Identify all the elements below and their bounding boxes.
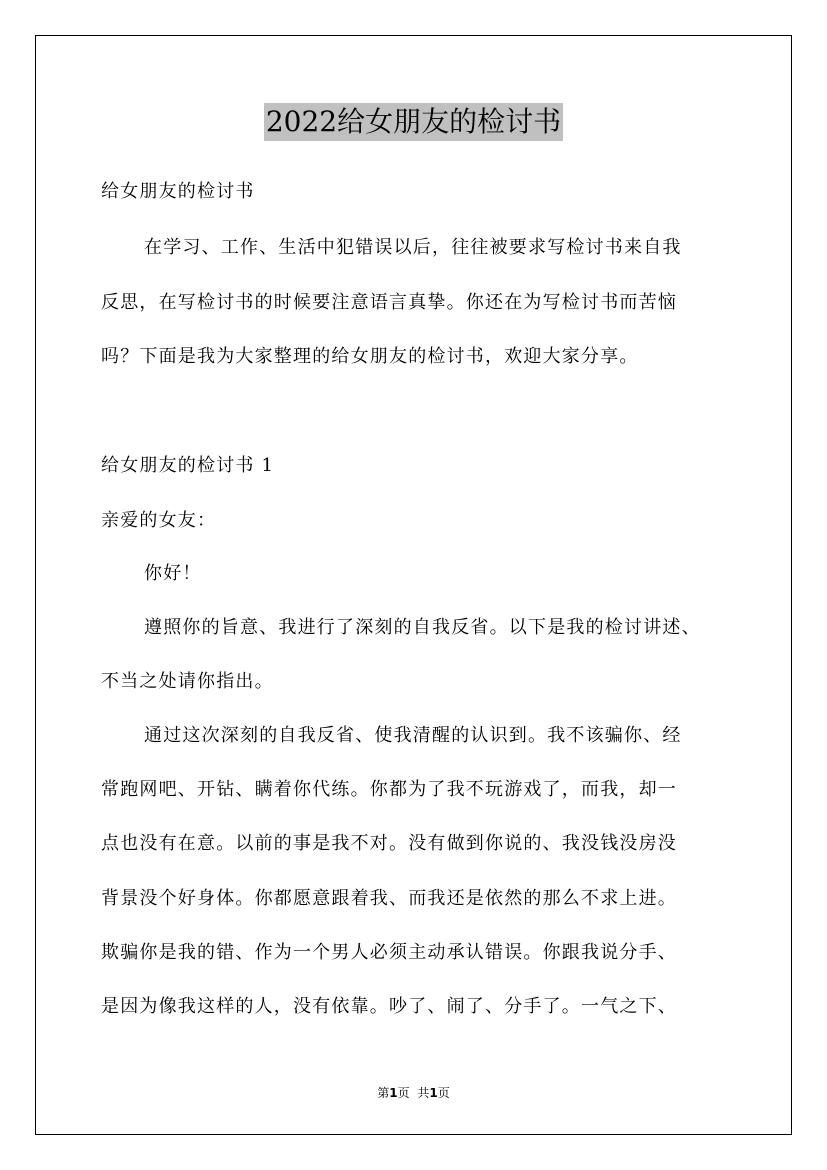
- intro-line-1: 在学习、工作、生活中犯错误以后，往往被要求写检讨书来自我: [144, 237, 682, 258]
- total-prefix: 共: [417, 1086, 430, 1100]
- document-title: 2022给女朋友的检讨书: [264, 103, 563, 141]
- page-suffix: 页: [397, 1086, 410, 1100]
- page-total: 1: [429, 1086, 438, 1100]
- body-line-8: 是因为像我这样的人，没有依靠。吵了、闹了、分手了。一气之下、: [101, 996, 677, 1017]
- title-container: [0, 103, 827, 141]
- body-line-1: 遵照你的旨意、我进行了深刻的自我反省。以下是我的检讨讲述、: [144, 617, 701, 638]
- intro-line-3: 吗？下面是我为大家整理的给女朋友的检讨书，欢迎大家分享。: [101, 346, 639, 367]
- page-footer: [0, 1085, 827, 1101]
- body-line-4: 常跑网吧、开钻、瞒着你代练。你都为了我不玩游戏了，而我，却一: [101, 779, 677, 800]
- body-line-2: 不当之处请你指出。: [101, 671, 274, 692]
- body-line-7: 欺骗你是我的错、作为一个男人必须主动承认错误。你跟我说分手、: [101, 942, 677, 963]
- greeting: 你好！: [144, 563, 202, 584]
- salutation: 亲爱的女友：: [101, 510, 217, 531]
- body-line-5: 点也没有在意。以前的事是我不对。没有做到你说的、我没钱没房没: [101, 833, 677, 854]
- page-current: 1: [389, 1086, 398, 1100]
- page-prefix: 第: [377, 1086, 390, 1100]
- body-line-3: 通过这次深刻的自我反省、使我清醒的认识到。我不该骗你、经: [144, 725, 682, 746]
- section-heading: 给女朋友的检讨书: [101, 181, 255, 202]
- total-suffix: 页: [437, 1086, 450, 1100]
- letter-heading: 给女朋友的检讨书 1: [101, 455, 275, 476]
- body-line-6: 背景没个好身体。你都愿意跟着我、而我还是依然的那么不求上进。: [101, 888, 677, 909]
- intro-line-2: 反思，在写检讨书的时候要注意语言真挚。你还在为写检讨书而苦恼: [101, 292, 677, 313]
